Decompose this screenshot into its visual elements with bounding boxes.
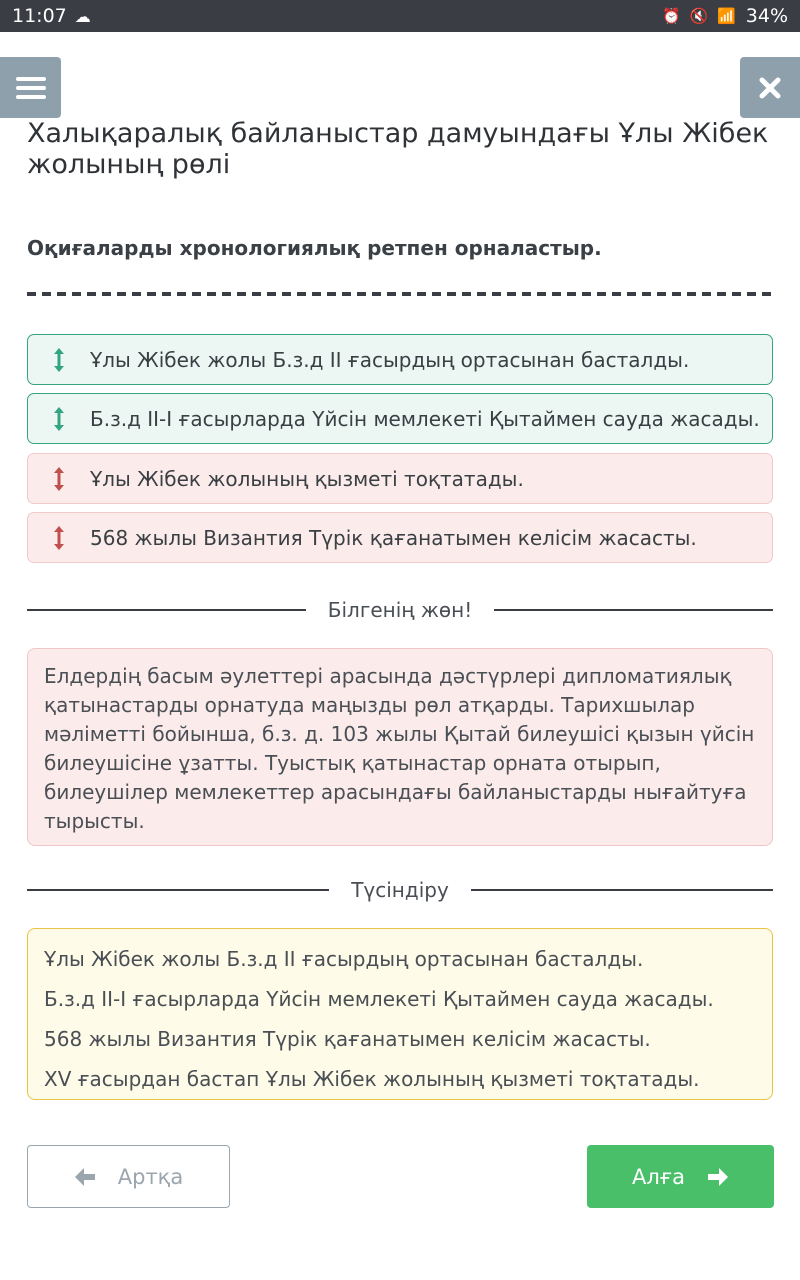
hint-heading: Білгенің жөн! — [327, 598, 473, 622]
arrow-right-icon — [707, 1167, 729, 1187]
next-label: Алға — [631, 1164, 686, 1189]
divider-line — [494, 609, 773, 611]
drag-handle[interactable] — [28, 347, 90, 373]
close-button[interactable] — [740, 57, 800, 118]
explanation-line: Ұлы Жібек жолы Б.з.д II ғасырдың ортасынан басталды. — [44, 947, 644, 971]
explanation-line: Б.з.д II-I ғасырларда Үйсін мемлекеті Қытаймен сауда жасады. — [44, 987, 714, 1011]
sortable-item[interactable] — [27, 512, 773, 563]
hint-divider — [27, 598, 773, 622]
divider-line — [27, 609, 306, 611]
vertical-arrows-icon — [52, 406, 66, 432]
vertical-arrows-icon — [52, 466, 66, 492]
explanation-heading: Түсіндіру — [351, 878, 449, 902]
arrow-left-icon — [74, 1167, 96, 1187]
status-time: 11:07 — [12, 5, 67, 27]
explanation-line: 568 жылы Византия Түрік қағанатымен келісім жасасты. — [44, 1027, 651, 1051]
hint-box — [27, 648, 773, 846]
item-text: Ұлы Жібек жолының қызметі тоқтатады. — [90, 466, 524, 491]
status-right — [662, 5, 788, 27]
item-text: Б.з.д II-I ғасырларда Үйсін мемлекеті Қытаймен сауда жасады. — [90, 406, 760, 431]
sortable-item[interactable] — [27, 453, 773, 504]
battery-level: 34% — [745, 5, 788, 27]
page-title: Халықаралық байланыстар дамуындағы Ұлы Жібек жолының рөлі — [27, 118, 769, 180]
explanation-divider — [27, 878, 773, 902]
sortable-item[interactable] — [27, 334, 773, 385]
drag-handle[interactable] — [28, 466, 90, 492]
item-text: 568 жылы Византия Түрік қағанатымен келісім жасасты. — [90, 525, 697, 550]
question-instruction: Оқиғаларды хронологиялық ретпен орналастыр. — [27, 236, 602, 260]
sortable-item[interactable] — [27, 393, 773, 444]
drag-handle[interactable] — [28, 525, 90, 551]
drag-handle[interactable] — [28, 406, 90, 432]
vertical-arrows-icon — [52, 525, 66, 551]
next-button[interactable] — [587, 1145, 774, 1208]
item-text: Ұлы Жібек жолы Б.з.д II ғасырдың ортасынан басталды. — [90, 347, 690, 372]
dashed-separator — [27, 289, 773, 299]
back-button[interactable] — [27, 1145, 230, 1208]
status-left — [12, 5, 91, 27]
vertical-arrows-icon — [52, 347, 66, 373]
cloud-icon: ☁ — [74, 6, 91, 26]
status-icons: ⏰ 🔇 📶 — [662, 7, 738, 25]
explanation-line: XV ғасырдан бастап Ұлы Жібек жолының қызметі тоқтатады. — [44, 1067, 700, 1091]
menu-button[interactable] — [0, 57, 61, 118]
close-icon — [759, 77, 781, 99]
back-label: Артқа — [117, 1164, 184, 1189]
status-bar — [0, 0, 800, 32]
divider-line — [471, 889, 773, 891]
explanation-box — [27, 928, 773, 1100]
hint-text: Елдердің басым әулеттері арасында дәстүрлері дипломатиялық қатынастарды орнатуда маңызды рөл атқарды. Тарихшылар мәліметті бойынша, б.з. д. 103 жылы Қытай билеушісі қызын үйсін билеушісіне ұзатты. Туыстық қатынастар орната отырып, билеушілер мемлекеттер арасындағы байланыстарды нығайтуға тырысты. — [44, 664, 755, 833]
hamburger-icon — [16, 76, 46, 100]
divider-line — [27, 889, 329, 891]
